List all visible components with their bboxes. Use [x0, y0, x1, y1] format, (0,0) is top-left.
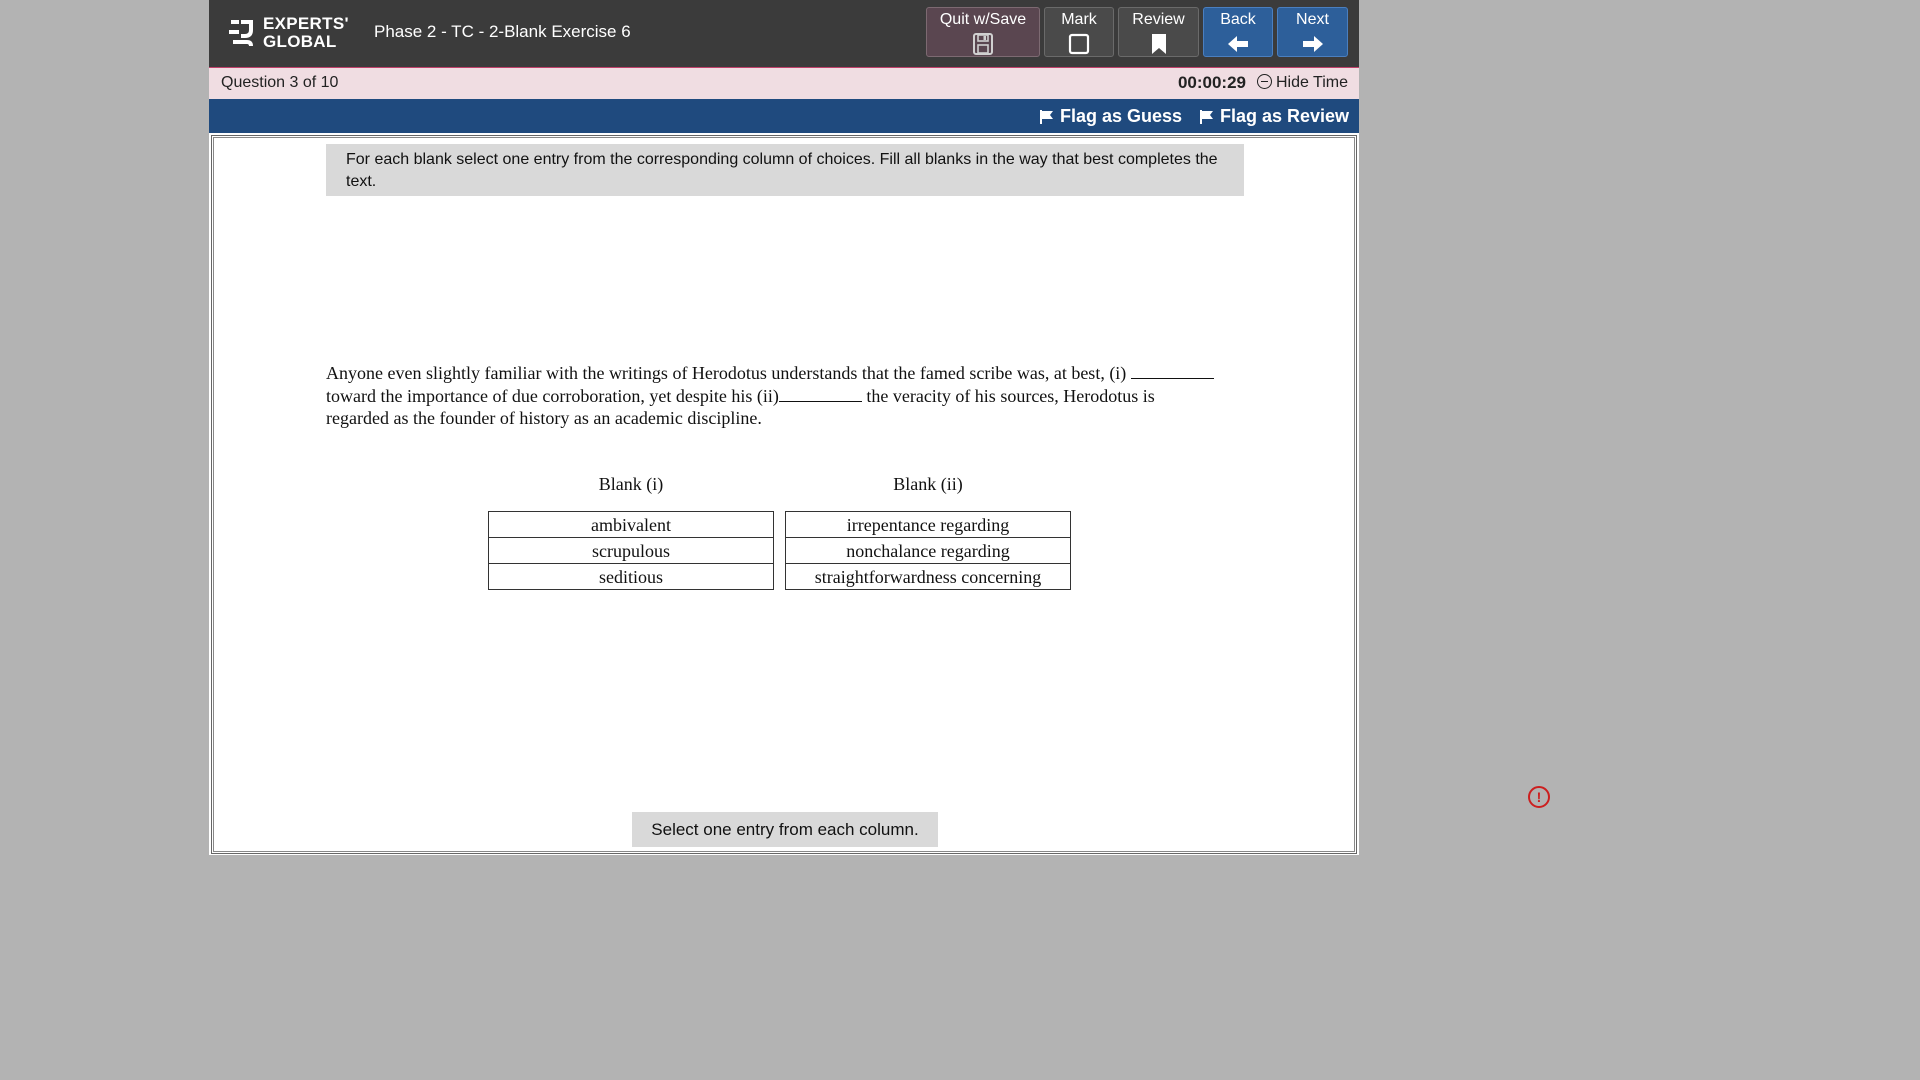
- mark-button[interactable]: [1044, 7, 1114, 57]
- flag-icon: [1199, 109, 1214, 124]
- hide-time-label: Hide Time: [1275, 74, 1348, 91]
- passage-part-1: Anyone even slightly familiar with the writings of Herodotus understands that the famed scribe was, at best, (i): [326, 363, 1127, 383]
- blank-i-heading: Blank (i): [598, 474, 664, 494]
- question-counter: Question 3 of 10: [221, 74, 339, 91]
- blank-ii-option[interactable]: straightforwardness concerning: [785, 563, 1071, 590]
- question-passage: [326, 362, 1216, 430]
- flag-icon: [1039, 109, 1054, 124]
- blank-i-option[interactable]: scrupulous: [488, 537, 774, 564]
- next-button[interactable]: [1277, 7, 1348, 57]
- bookmark-icon: [1147, 33, 1171, 55]
- experts-global-logo-icon: [227, 16, 257, 50]
- flag-as-review-button[interactable]: [1199, 106, 1349, 127]
- question-status-bar: [209, 68, 1359, 99]
- blank-ii-heading: Blank (ii): [893, 474, 963, 494]
- test-app: [209, 0, 1359, 855]
- alert-icon[interactable]: !: [1528, 786, 1550, 808]
- save-disk-icon: [971, 33, 995, 55]
- blank-i-line: [1131, 364, 1214, 379]
- brand-line-2: GLOBAL: [263, 32, 337, 51]
- blank-ii-option[interactable]: nonchalance regarding: [785, 537, 1071, 564]
- blank-ii-option[interactable]: irrepentance regarding: [785, 511, 1071, 538]
- back-button[interactable]: [1203, 7, 1273, 57]
- blank-i-choices: [488, 511, 774, 590]
- flag-as-review-label: Flag as Review: [1220, 106, 1350, 126]
- blank-ii-line: [779, 387, 862, 402]
- flag-as-guess-label: Flag as Guess: [1060, 106, 1183, 126]
- instructions-box: For each blank select one entry from the corresponding column of choices. Fill all blanks in the way that best completes the text.: [326, 144, 1244, 196]
- review-button[interactable]: [1118, 7, 1199, 57]
- flag-bar: [209, 99, 1359, 133]
- question-panel-inner: [213, 137, 1355, 852]
- back-label: Back: [1220, 11, 1256, 28]
- review-label: Review: [1132, 11, 1185, 28]
- mark-label: Mark: [1061, 11, 1097, 28]
- arrow-right-icon: [1301, 33, 1325, 55]
- brand-logo: [227, 14, 347, 54]
- minus-circle-icon: [1257, 74, 1272, 89]
- flag-as-guess-button[interactable]: [1039, 106, 1182, 127]
- brand-line-1: EXPERTS': [263, 14, 349, 33]
- status-message: Select one entry from each column.: [632, 812, 938, 847]
- exam-title: Phase 2 - TC - 2-Blank Exercise 6: [374, 22, 631, 41]
- arrow-left-icon: [1226, 33, 1250, 55]
- quit-save-label: Quit w/Save: [939, 11, 1027, 28]
- next-label: Next: [1296, 11, 1329, 28]
- blank-i-option[interactable]: ambivalent: [488, 511, 774, 538]
- timer-display: 00:00:29: [1177, 73, 1246, 92]
- question-panel: [211, 135, 1357, 854]
- header-bar: [209, 0, 1359, 68]
- checkbox-icon: [1067, 33, 1091, 55]
- quit-save-button[interactable]: [926, 7, 1040, 57]
- hide-time-button[interactable]: [1257, 74, 1348, 92]
- passage-part-3: the veracity of his sources, Herodotus is regarded as the founder of history as an academic discipline.: [326, 385, 1155, 428]
- blank-ii-choices: [785, 511, 1071, 590]
- passage-part-2: toward the importance of due corroboration, yet despite his (ii): [326, 385, 779, 406]
- blank-i-option[interactable]: seditious: [488, 563, 774, 590]
